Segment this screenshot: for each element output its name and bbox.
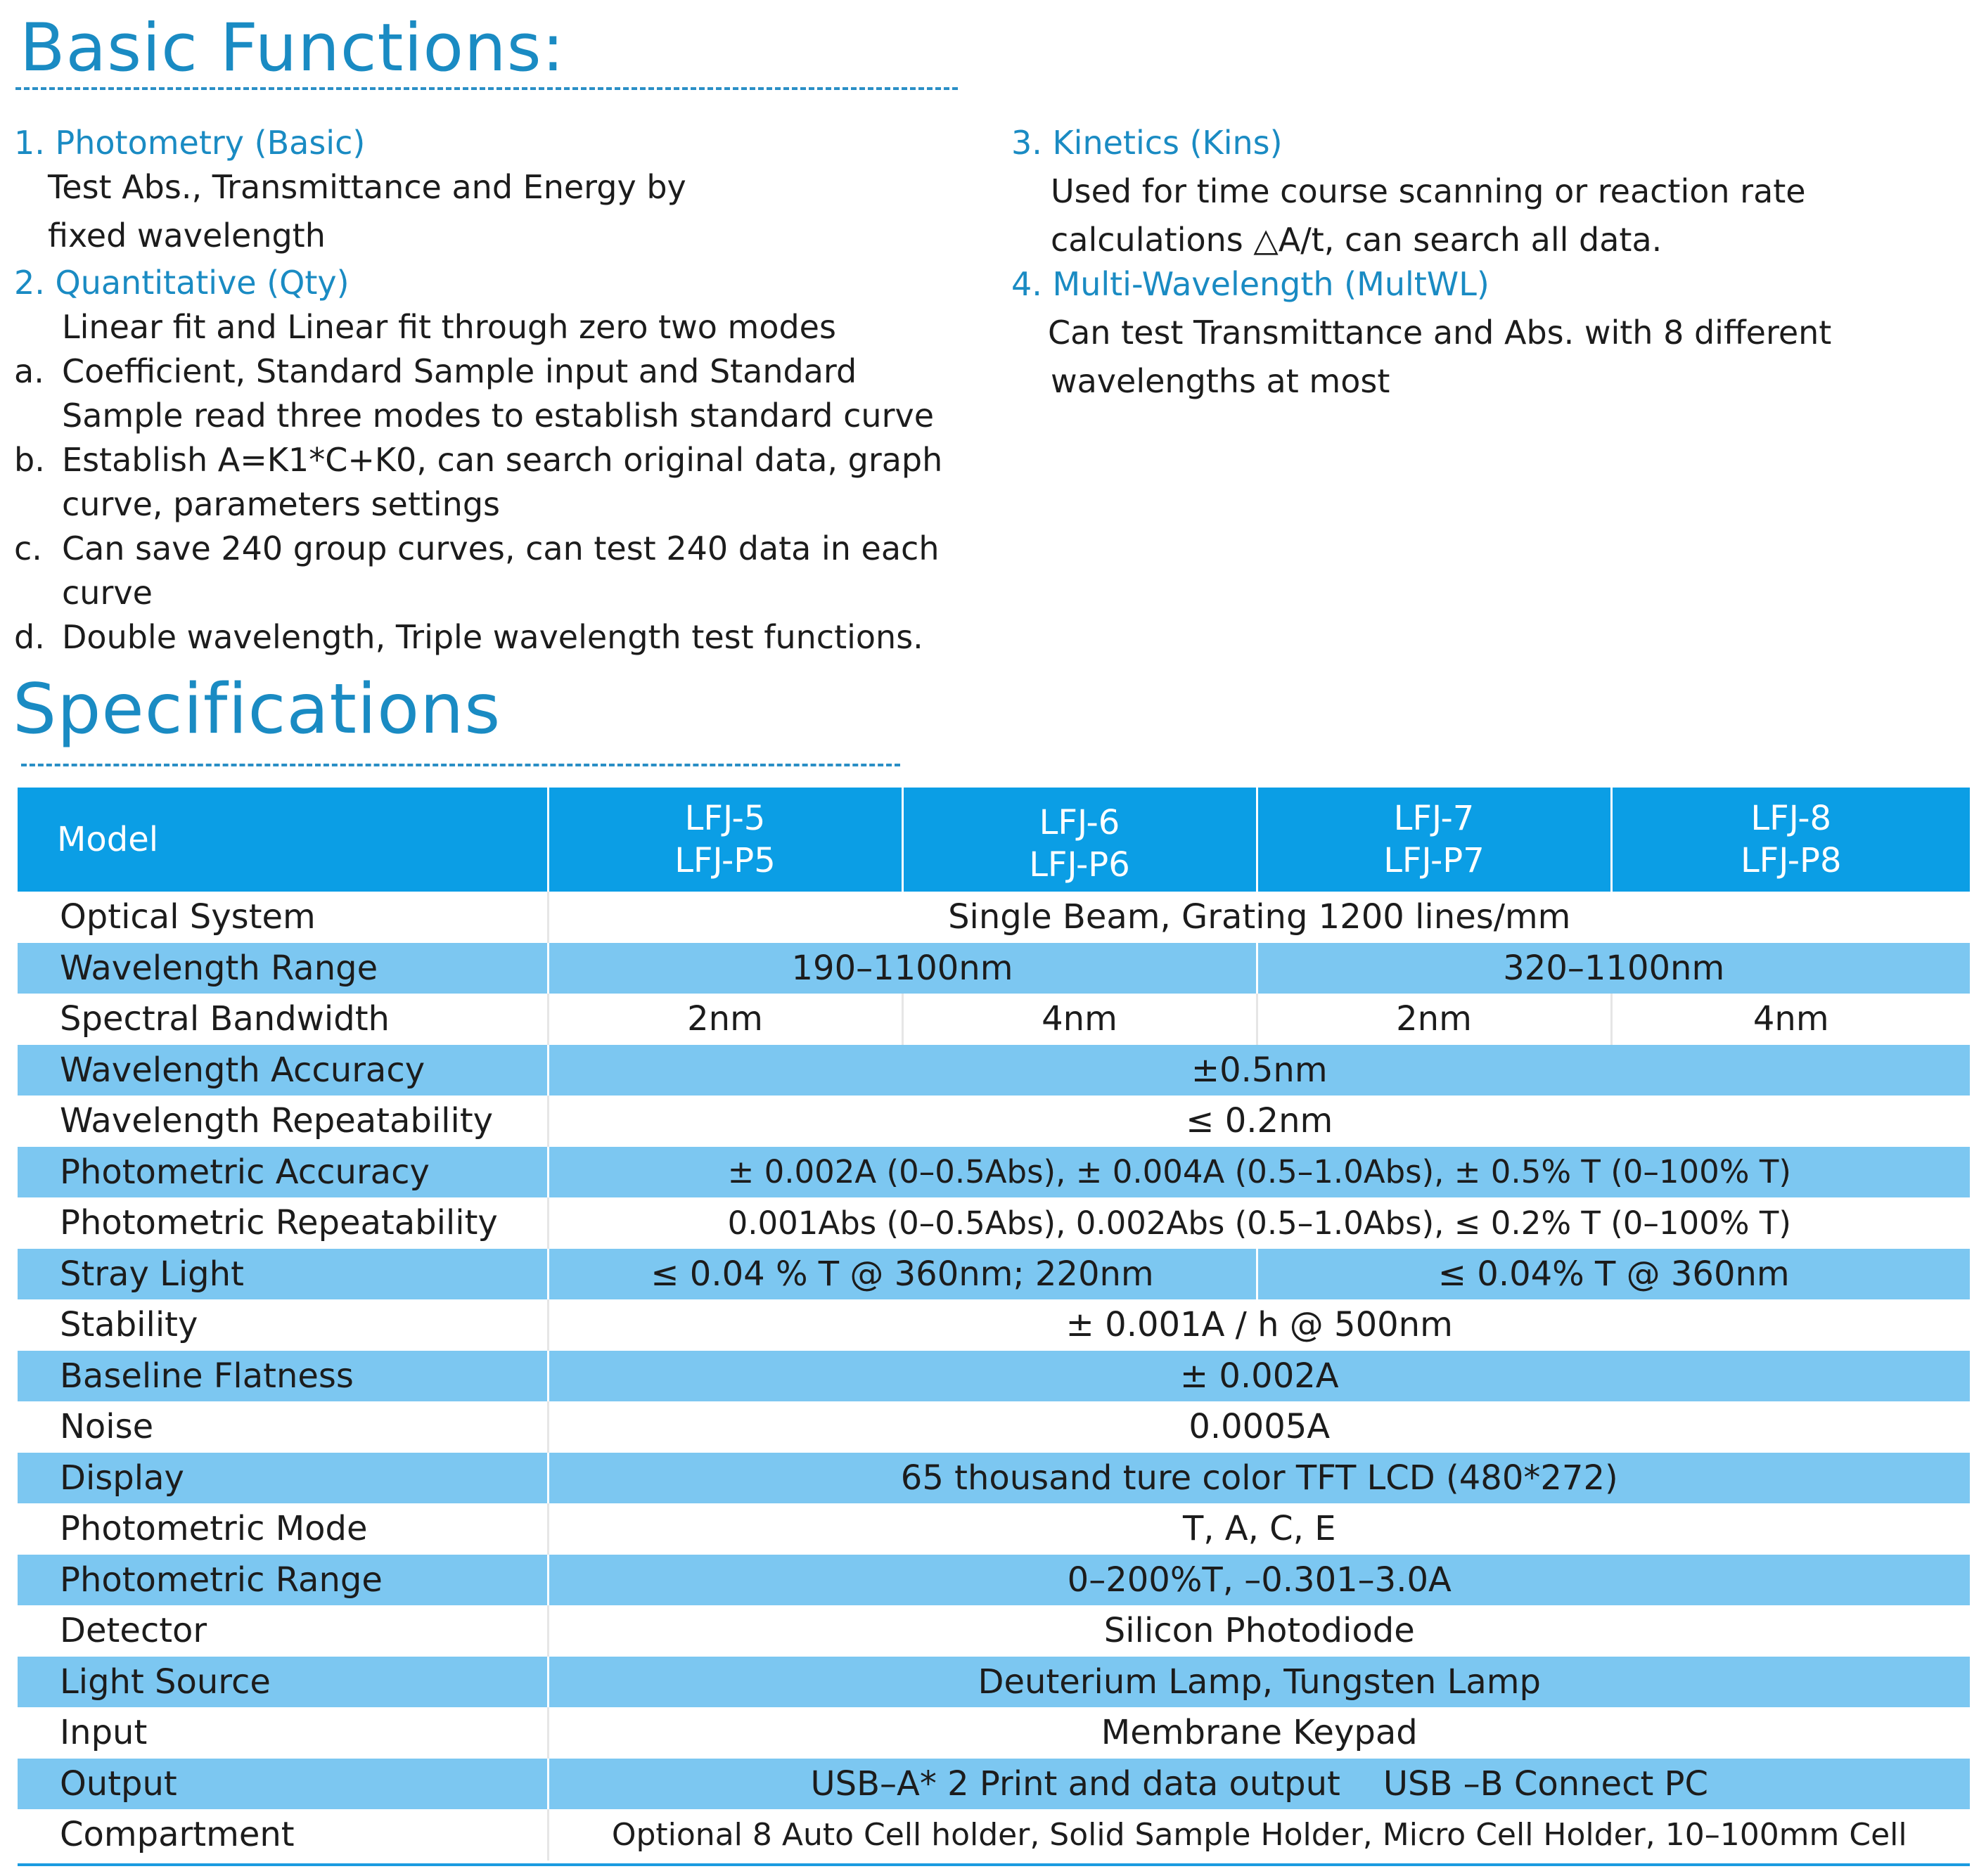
functions-left-column [14, 121, 999, 660]
list-item-text: curve [62, 574, 153, 612]
table-row [18, 1351, 1970, 1402]
spec-value: T, A, C, E [548, 1503, 1970, 1555]
list-item [14, 527, 999, 615]
spec-value: ± 0.002A (0–0.5Abs), ± 0.004A (0.5–1.0Abs), ± 0.5% T (0–100% T) [548, 1147, 1970, 1198]
model-column-header [548, 788, 902, 892]
model-header: Model [18, 788, 548, 892]
spec-value: Silicon Photodiode [548, 1605, 1970, 1657]
multiwl-text: wavelengths at most [1051, 362, 1390, 400]
spec-label: Photometric Repeatability [60, 1203, 498, 1243]
spec-value: 65 thousand ture color TFT LCD (480*272) [548, 1453, 1970, 1504]
spec-value: ≤ 0.04% T @ 360nm [1257, 1249, 1970, 1300]
spec-value: 190–1100nm [548, 943, 1257, 994]
model-name: LFJ-P7 [1383, 841, 1485, 880]
model-name: LFJ-P6 [1029, 845, 1130, 885]
spec-label: Baseline Flatness [60, 1356, 354, 1396]
spec-label: Noise [60, 1407, 154, 1447]
spec-label: Light Source [60, 1662, 271, 1702]
spec-value: 0.001Abs (0–0.5Abs), 0.002Abs (0.5–1.0Abs), ≤ 0.2% T (0–100% T) [548, 1197, 1970, 1249]
spec-value: 320–1100nm [1257, 943, 1970, 994]
table-row [18, 1605, 1970, 1657]
table-row [18, 994, 1970, 1045]
spec-label: Stability [60, 1305, 198, 1345]
spec-value: 2nm [548, 994, 902, 1045]
spec-value: 0–200%T, –0.301–3.0A [548, 1555, 1970, 1606]
table-row [18, 1503, 1970, 1555]
spec-label: Compartment [60, 1815, 295, 1855]
table-row [18, 1096, 1970, 1147]
list-item-text: Coefficient, Standard Sample input and Standard [62, 352, 857, 390]
specifications-title: Specifications [13, 669, 501, 750]
table-row [18, 1147, 1970, 1198]
table-header-row [18, 788, 1970, 892]
kinetics-text: calculations △A/t, can search all data. [1051, 221, 1663, 259]
table-bottom-rule [18, 1863, 1970, 1866]
table-row [18, 1401, 1970, 1453]
table-row [18, 1759, 1970, 1810]
list-item [14, 438, 999, 527]
spec-value: Single Beam, Grating 1200 lines/mm [548, 892, 1970, 943]
spec-value: Membrane Keypad [548, 1707, 1970, 1759]
list-item-text: Double wavelength, Triple wavelength test functions. [62, 618, 923, 656]
photometry-text: fixed wavelength [48, 217, 326, 255]
spec-value: ± 0.002A [548, 1351, 1970, 1402]
spec-label: Detector [60, 1611, 207, 1651]
spec-label: Photometric Mode [60, 1509, 368, 1549]
spec-label: Stray Light [60, 1254, 244, 1294]
photometry-heading: 1. Photometry (Basic) [14, 124, 366, 162]
photometry-text: Test Abs., Transmittance and Energy by [48, 168, 686, 206]
spec-label: Display [60, 1458, 184, 1498]
table-row [18, 1249, 1970, 1300]
list-item-text: curve, parameters settings [62, 485, 500, 523]
title-divider [15, 87, 958, 90]
list-item-text: Establish A=K1*C+K0, can search original data, graph [62, 441, 943, 479]
list-item-text: Can save 240 group curves, can test 240 data in each [62, 529, 940, 567]
multiwl-heading: 4. Multi-Wavelength (MultWL) [1011, 265, 1490, 303]
list-marker: d. [14, 618, 45, 656]
model-name: LFJ-5 [684, 799, 766, 838]
spec-label: Spectral Bandwidth [60, 999, 390, 1039]
table-row [18, 892, 1970, 943]
spec-value: ≤ 0.04 % T @ 360nm; 220nm [548, 1249, 1257, 1300]
model-name: LFJ-8 [1750, 799, 1832, 838]
spec-label: Photometric Range [60, 1560, 383, 1600]
list-marker: a. [14, 352, 44, 390]
table-row [18, 1555, 1970, 1606]
spec-value: ±0.5nm [548, 1045, 1970, 1096]
spec-value: 2nm [1257, 994, 1611, 1045]
table-row [18, 1197, 1970, 1249]
spec-label: Output [60, 1763, 177, 1804]
list-marker: c. [14, 529, 42, 567]
model-column-header [902, 788, 1257, 892]
spec-label: Wavelength Range [60, 948, 378, 988]
spec-value: 0.0005A [548, 1401, 1970, 1453]
table-row [18, 1299, 1970, 1351]
basic-functions-title: Basic Functions: [20, 10, 565, 86]
model-name: LFJ-P5 [674, 841, 776, 880]
table-row [18, 1453, 1970, 1504]
model-name: LFJ-P8 [1740, 841, 1842, 880]
quantitative-intro: Linear fit and Linear fit through zero two modes [62, 308, 836, 346]
list-item [14, 615, 999, 660]
spec-value: Deuterium Lamp, Tungsten Lamp [548, 1657, 1970, 1708]
list-marker: b. [14, 441, 45, 479]
model-name: LFJ-6 [1039, 803, 1120, 842]
model-column-header [1257, 788, 1611, 892]
table-row [18, 1045, 1970, 1096]
model-column-header [1611, 788, 1970, 892]
table-row [18, 1707, 1970, 1759]
functions-right-column [1011, 121, 1954, 404]
spec-value: 4nm [1611, 994, 1970, 1045]
list-item [14, 349, 999, 438]
spec-value: 4nm [902, 994, 1257, 1045]
spec-value: Optional 8 Auto Cell holder, Solid Sample Holder, Micro Cell Holder, 10–100mm Cell [548, 1809, 1970, 1861]
spec-value: USB–A* 2 Print and data output USB –B Connect PC [548, 1759, 1970, 1810]
spec-table [18, 788, 1970, 1861]
spec-label: Photometric Accuracy [60, 1152, 430, 1192]
spec-label: Wavelength Repeatability [60, 1101, 494, 1141]
spec-label: Optical System [60, 897, 316, 937]
spec-value: ≤ 0.2nm [548, 1096, 1970, 1147]
table-row [18, 943, 1970, 994]
spec-value: ± 0.001A / h @ 500nm [548, 1299, 1970, 1351]
table-row [18, 1809, 1970, 1861]
kinetics-text: Used for time course scanning or reaction rate [1051, 172, 1806, 210]
table-row [18, 1657, 1970, 1708]
model-name: LFJ-7 [1393, 799, 1475, 838]
multiwl-text: Can test Transmittance and Abs. with 8 different [1048, 314, 1832, 352]
quantitative-heading: 2. Quantitative (Qty) [14, 264, 350, 302]
title-divider [21, 764, 900, 766]
spec-label: Input [60, 1713, 148, 1753]
kinetics-heading: 3. Kinetics (Kins) [1011, 124, 1283, 162]
list-item-text: Sample read three modes to establish standard curve [62, 397, 935, 435]
spec-label: Wavelength Accuracy [60, 1050, 425, 1090]
